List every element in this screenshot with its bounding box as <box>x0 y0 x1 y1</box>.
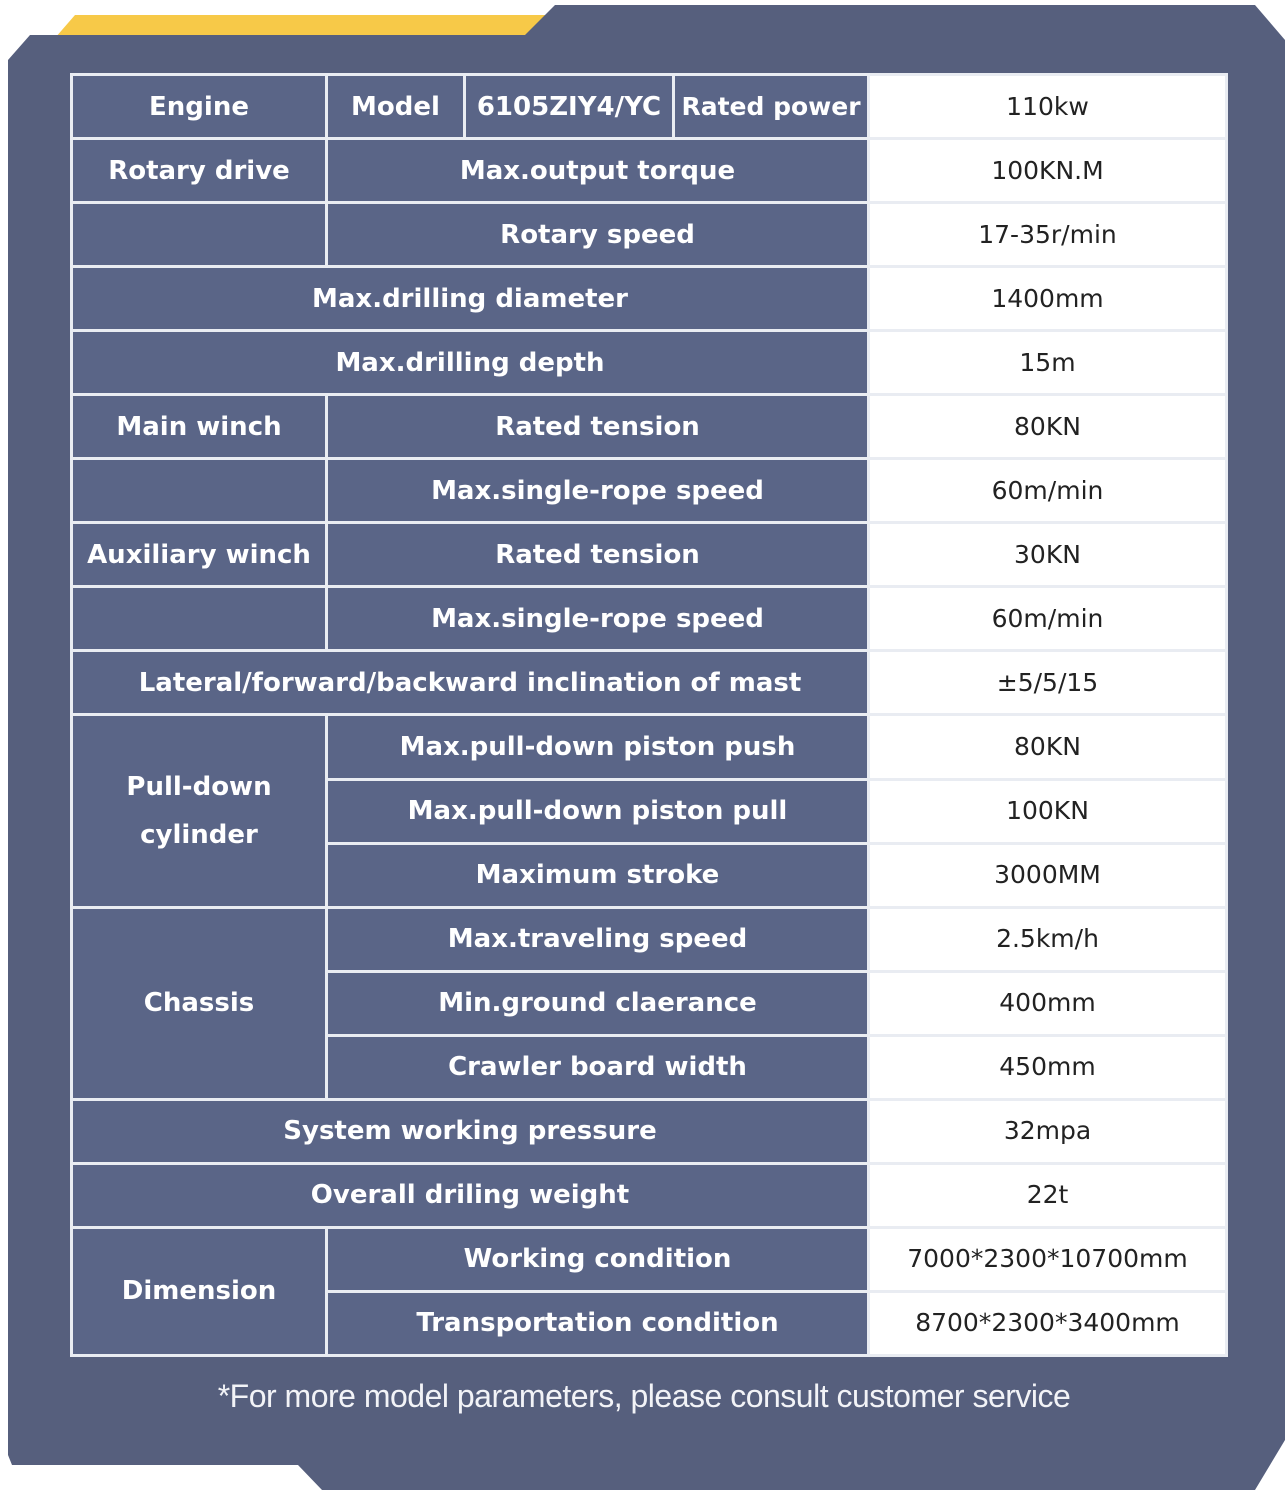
table-row <box>73 1229 1225 1290</box>
drilling-diameter-value: 1400mm <box>870 268 1225 329</box>
table-row <box>73 524 1225 585</box>
aux-winch-speed-label: Max.single-rope speed <box>328 588 867 649</box>
table-row <box>73 652 1225 713</box>
rated-power-value: 110kw <box>870 76 1225 137</box>
table-row <box>73 140 1225 201</box>
main-winch-tension-value: 80KN <box>870 396 1225 457</box>
piston-push-label: Max.pull-down piston push <box>328 716 867 777</box>
main-winch-speed-value: 60m/min <box>870 460 1225 521</box>
transport-condition-label: Transportation condition <box>328 1293 867 1354</box>
stroke-value: 3000MM <box>870 845 1225 906</box>
main-winch-label: Main winch <box>73 396 325 457</box>
transport-condition-value: 8700*2300*3400mm <box>870 1293 1225 1354</box>
spec-table <box>70 73 1228 1357</box>
mast-inclination-label: Lateral/forward/backward inclination of mast <box>73 652 867 713</box>
dimension-label: Dimension <box>73 1229 325 1354</box>
torque-label: Max.output torque <box>328 140 867 201</box>
pressure-value: 32mpa <box>870 1101 1225 1162</box>
table-row <box>73 460 1225 521</box>
ground-clearance-value: 400mm <box>870 973 1225 1034</box>
pulldown-label-line1: Pull-down <box>126 772 272 803</box>
drilling-depth-label: Max.drilling depth <box>73 332 867 393</box>
torque-value: 100KN.M <box>870 140 1225 201</box>
table-row <box>73 268 1225 329</box>
table-row <box>73 396 1225 457</box>
table-row <box>73 588 1225 649</box>
ground-clearance-label: Min.ground claerance <box>328 973 867 1034</box>
table-row <box>73 1165 1225 1226</box>
table-row <box>73 1101 1225 1162</box>
weight-label: Overall driling weight <box>73 1165 867 1226</box>
empty-cell <box>73 204 325 265</box>
rated-power-label: Rated power <box>675 76 867 137</box>
piston-push-value: 80KN <box>870 716 1225 777</box>
chassis-label: Chassis <box>73 909 325 1098</box>
stroke-label: Maximum stroke <box>328 845 867 906</box>
working-condition-label: Working condition <box>328 1229 867 1290</box>
table-row <box>73 204 1225 265</box>
piston-pull-value: 100KN <box>870 781 1225 842</box>
drilling-diameter-label: Max.drilling diameter <box>73 268 867 329</box>
traveling-speed-label: Max.traveling speed <box>328 909 867 970</box>
engine-label: Engine <box>73 76 325 137</box>
aux-winch-label: Auxiliary winch <box>73 524 325 585</box>
aux-winch-tension-label: Rated tension <box>328 524 867 585</box>
empty-cell <box>73 588 325 649</box>
empty-cell <box>73 460 325 521</box>
table-row <box>73 716 1225 777</box>
traveling-speed-value: 2.5km/h <box>870 909 1225 970</box>
mast-inclination-value: ±5/5/15 <box>870 652 1225 713</box>
piston-pull-label: Max.pull-down piston pull <box>328 781 867 842</box>
pressure-label: System working pressure <box>73 1101 867 1162</box>
table-row <box>73 76 1225 137</box>
table-row <box>73 909 1225 970</box>
weight-value: 22t <box>870 1165 1225 1226</box>
working-condition-value: 7000*2300*10700mm <box>870 1229 1225 1290</box>
main-winch-tension-label: Rated tension <box>328 396 867 457</box>
aux-winch-speed-value: 60m/min <box>870 588 1225 649</box>
rotary-drive-label: Rotary drive <box>73 140 325 201</box>
table-row <box>73 332 1225 393</box>
main-winch-speed-label: Max.single-rope speed <box>328 460 867 521</box>
rotary-speed-label: Rotary speed <box>328 204 867 265</box>
pulldown-label-line2: cylinder <box>140 820 258 851</box>
aux-winch-tension-value: 30KN <box>870 524 1225 585</box>
model-value: 6105ZIY4/YC <box>466 76 672 137</box>
rotary-speed-value: 17-35r/min <box>870 204 1225 265</box>
crawler-width-label: Crawler board width <box>328 1037 867 1098</box>
model-label: Model <box>328 76 463 137</box>
pulldown-label <box>73 716 325 905</box>
crawler-width-value: 450mm <box>870 1037 1225 1098</box>
drilling-depth-value: 15m <box>870 332 1225 393</box>
accent-strip <box>55 15 550 38</box>
footnote: *For more model parameters, please consult customer service <box>217 1378 1071 1414</box>
